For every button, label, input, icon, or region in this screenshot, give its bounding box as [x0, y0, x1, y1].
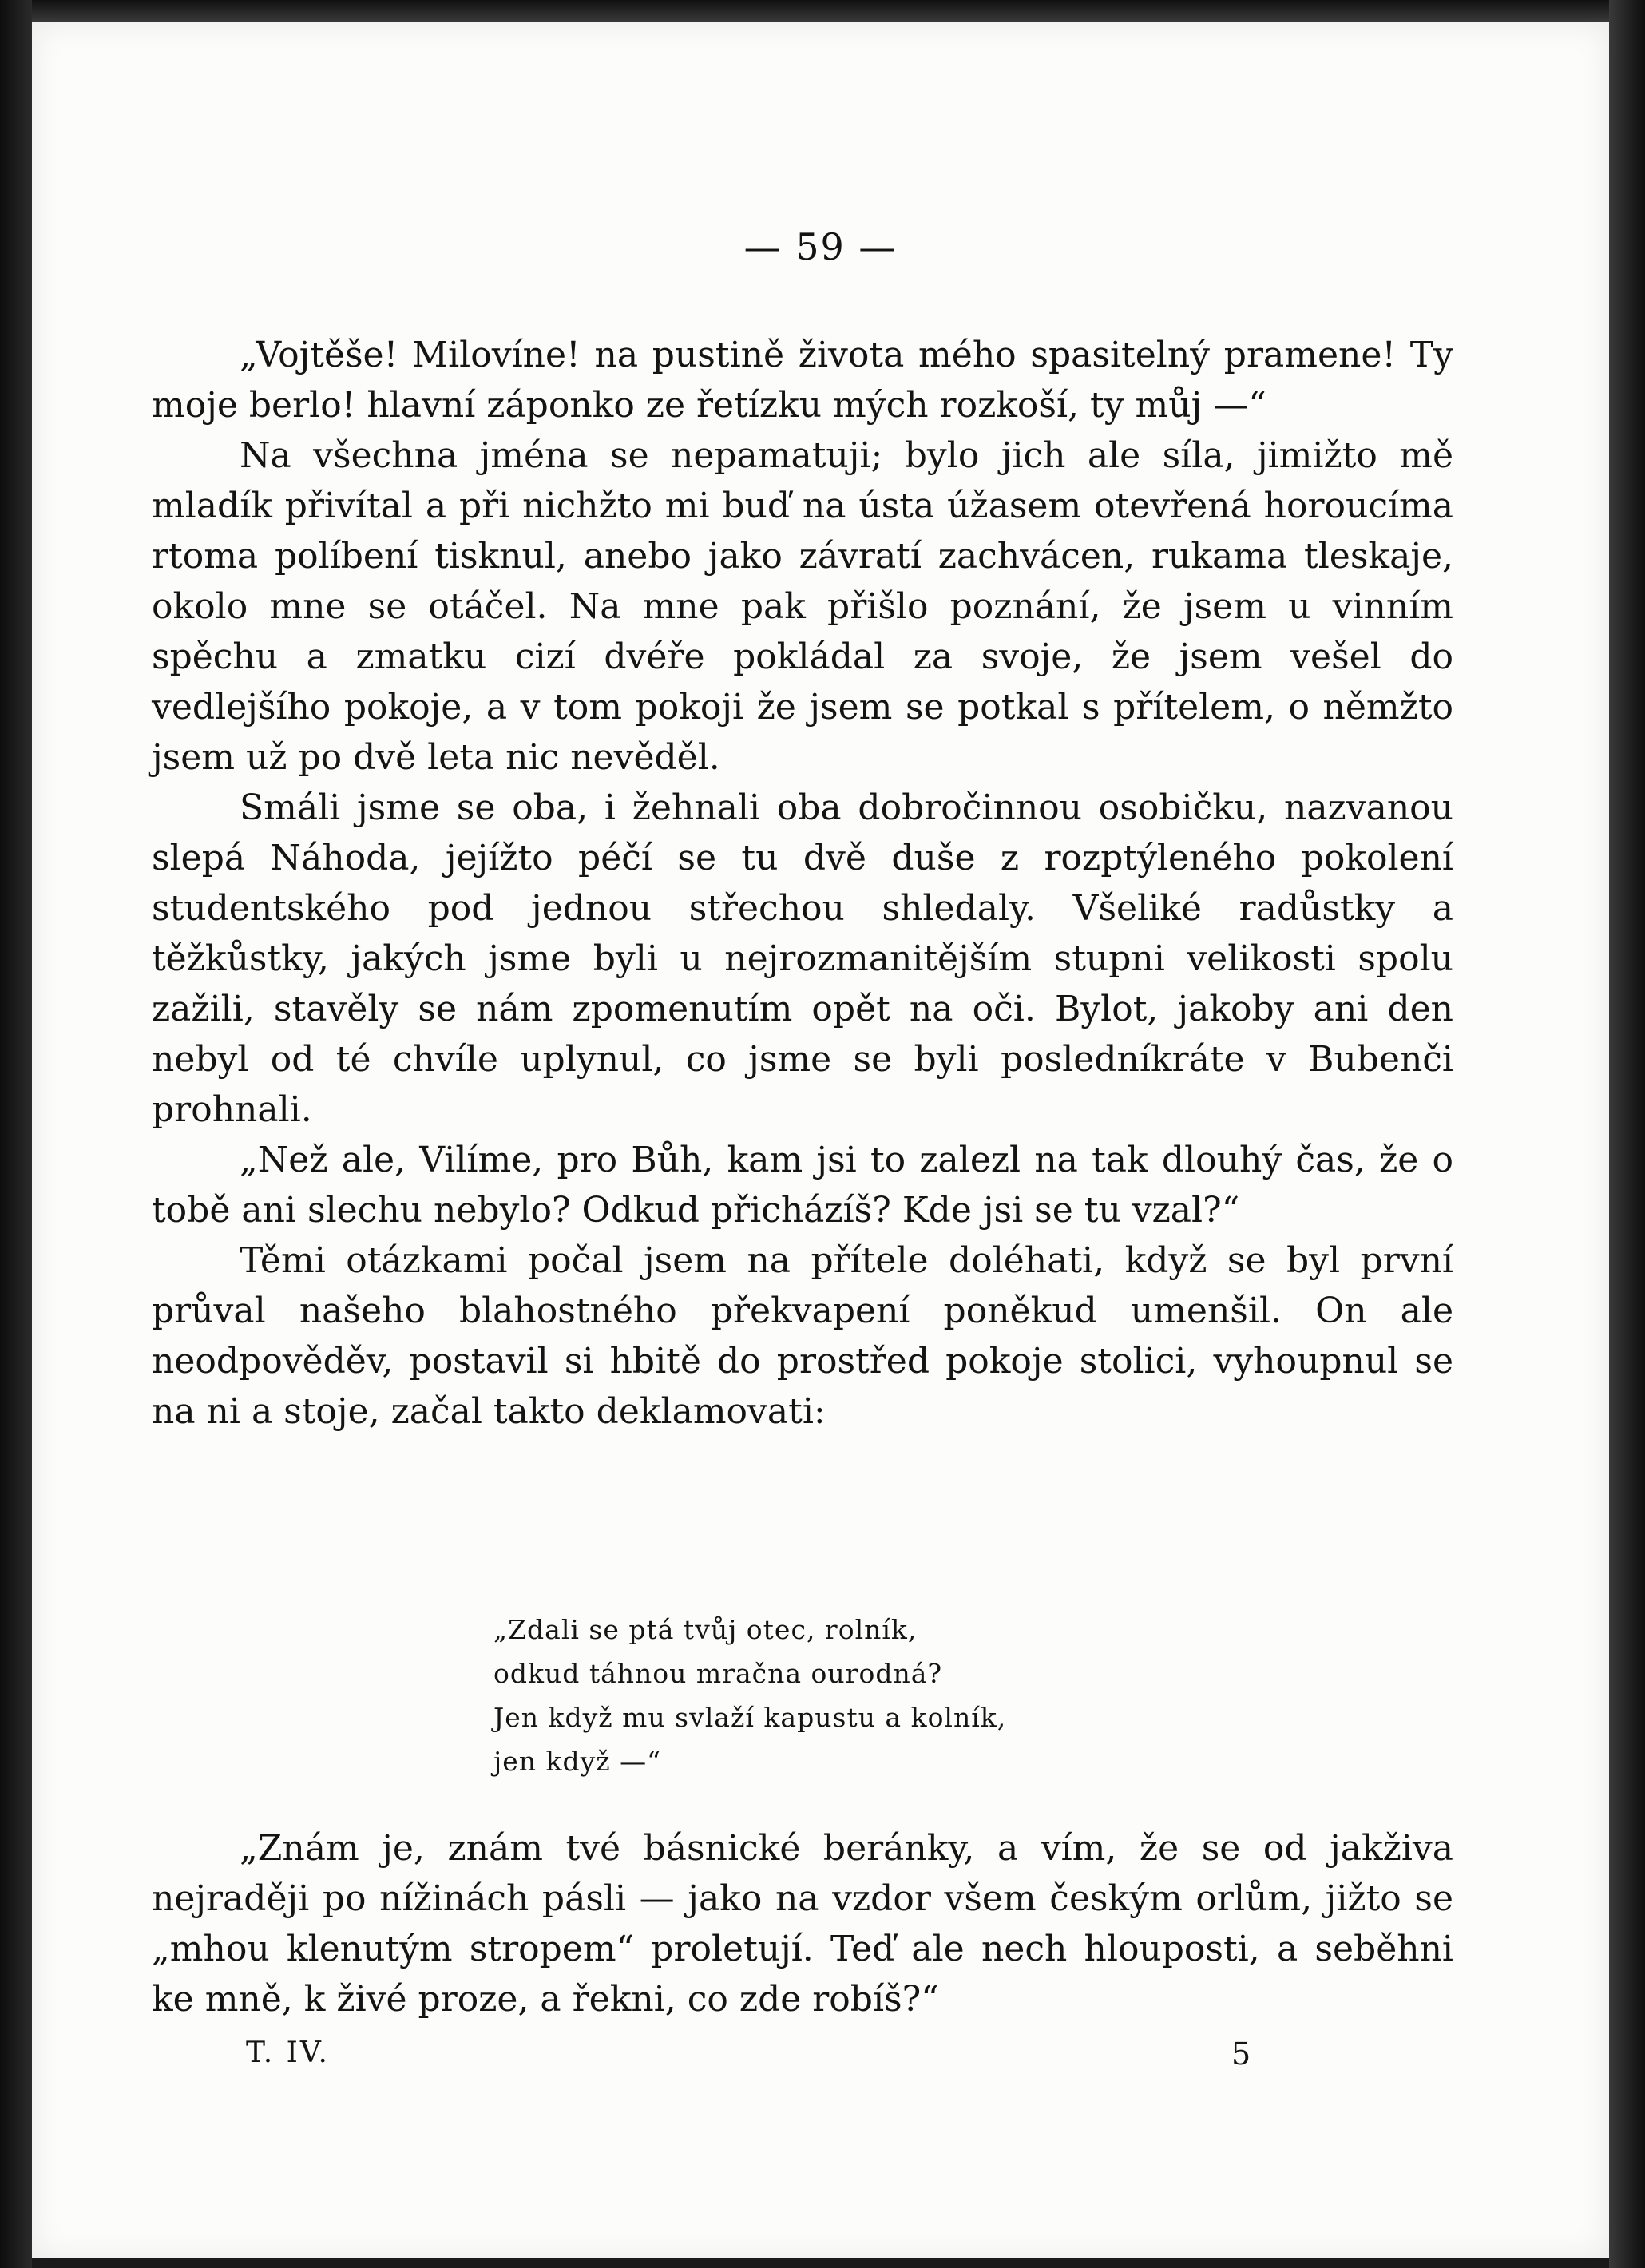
- paragraph: Smáli jsme se oba, i žehnali oba dobročinnou osobičku, nazvanou slepá Náhoda, jejížto péčí se tu dvě duše z rozptýleného pokolení studentského pod jednou střechou shledaly. Všeliké radůstky a těžkůstky, jakých jsme byli u nejrozmanitějším stupni velikosti spolu zažili, stavěly se nám zpomenutím opět na oči. Bylot, jakoby ani den nebyl od té chvíle uplynul, co jsme se byli posledníkráte v Bubenči prohnali.: [152, 787, 1453, 1130]
- closing-text-block: [152, 1823, 1453, 2024]
- verse-line: Jen když mu svlaží kapustu a kolník,: [494, 1702, 1007, 1733]
- scan-border-left: [0, 0, 32, 2268]
- verse-line: odkud táhnou mračna ourodná?: [494, 1658, 943, 1689]
- book-page: [32, 22, 1609, 2258]
- paragraph: „Než ale, Vilíme, pro Bůh, kam jsi to zalezl na tak dlouhý čas, že o tobě ani slechu nebylo? Odkud přicházíš? Kde jsi se tu vzal?“: [152, 1140, 1453, 1231]
- verse-line: „Zdali se ptá tvůj otec, rolník,: [494, 1614, 918, 1645]
- paragraph: „Znám je, znám tvé básnické beránky, a vím, že se od jakživa nejraději po nížinách pásli — jako na vzdor všem českým orlům, jižto se „mhou klenutým stropem“ proletují. Teď ale nech hlouposti, a seběhni ke mně, k živé proze, a řekni, co zde robíš?“: [152, 1828, 1453, 2020]
- paragraph: Na všechna jména se nepamatuji; bylo jich ale síla, jimižto mě mladík přivítal a při nichžto mi buď na ústa úžasem otevřená horoucíma rtoma políbení tisknul, anebo jako závratí zachvácen, rukama tleskaje, okolo mne se otáčel. Na mne pak přišlo poznání, že jsem u vinním spěchu a zmatku cizí dvéře pokládal za svoje, že jsem vešel do vedlejšího pokoje, a v tom pokoji že jsem se potkal s přítelem, o němžto jsem už po dvě leta nic nevěděl.: [152, 435, 1453, 778]
- verse-line: jen když —“: [494, 1746, 662, 1777]
- paragraph: Těmi otázkami počal jsem na přítele doléhati, když se byl první průval našeho blahostného překvapení poněkud umenšil. On ale neodpověděv, postavil si hbitě do prostřed pokoje stolici, vyhoupnul se na ni a stoje, začal takto deklamovati:: [152, 1240, 1453, 1432]
- paragraph: „Vojtěše! Milovíne! na pustině života mého spasitelný pramene! Ty moje berlo! hlavní záponko ze řetízku mých rozkoší, ty můj —“: [152, 335, 1453, 426]
- verse-block: [494, 1608, 1006, 1783]
- scan-border-right: [1609, 0, 1645, 2268]
- footer-sheet-number: 5: [1231, 2036, 1251, 2072]
- footer-signature: T. IV.: [246, 2036, 330, 2069]
- scan-border-top: [0, 0, 1645, 22]
- page-number: — 59 —: [743, 225, 898, 268]
- main-text-block: [152, 330, 1453, 1437]
